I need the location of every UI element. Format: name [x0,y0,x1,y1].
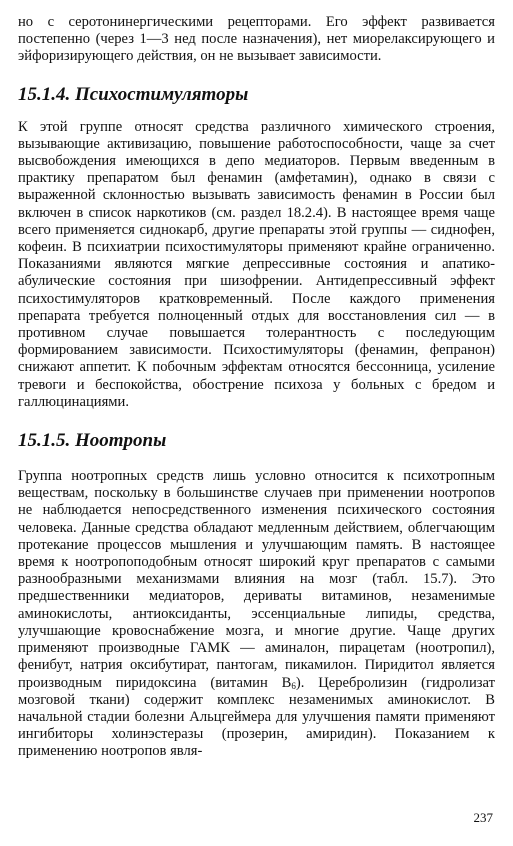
nootropics-text-part1: Группа ноотропных средств лишь условно относится к психотропным веществам, поскольку в большинстве случаев при применении ноотропов не наблюдается непосредственного изменения психического состояния человека. Данные средства обладают медленным действием, облегчающим протекание процессов мышления и улучшающим память. В настоящее время к ноотропоподобным относят широкий круг препаратов с самыми разнообразными механизмами влияния на мозг (табл. 15.7). Это предшественники медиаторов, дериваты витаминов, незаменимые аминокислоты, антиоксиданты, эссенциальные липиды, средства, улучшающие кровоснабжение мозга, и многие другие. Чаще других применяют производные ГАМК — аминалон, пирацетам (ноотропил), фенибут, натрия оксибутират, пантогам, пикамилон. Пиридитол является производным пиридоксина (витамин B [18,468,495,691]
page-number: 237 [473,810,493,825]
psychostimulants-paragraph: К этой группе относят средства различного химического строения, вызывающие активизацию, повышение работоспособности, чаще за счет высвобождения имеющихся в депо медиаторов. Первым введенным в практику препаратом был фенамин (амфетамин), однако в связи с выраженной склонностью вызывать зависимость фенамин в России был включен в список наркотиков (см. раздел 18.2.4). В настоящее время чаще всего применяется сиднокарб, другие препараты этой группы — сиднофен, кофеин. В психиатрии психостимуляторы применяют крайне ограниченно. Показаниями являются мягкие депрессивные состояния и апатико-абулические состояния при шизофрении. Антидепрессивный эффект психостимуляторов кратковременный. После каждого применения препарата требуется полноценный отдых для восстановления сил — в противном случае повышается толерантность с последующим формированием зависимости. Психостимуляторы (фенамин, фепранон) снижают аппетит. К побочным эффектам относятся бессонница, усиление тревоги и беспокойства, обострение психоза у больных с бредом и галлюцинациями. [18,118,495,410]
nootropics-text-part2: ). Церебролизин (гидролизат мозговой ткани) содержит комплекс незаменимых аминокислот. В начальной стадии болезни Альцгеймера для улучшения памяти применяют ингибиторы холинэстеразы (прозерин, амиридин). Показанием к применению ноотропов явля- [18,674,495,760]
section-heading-psychostimulants: 15.1.4. Психостимуляторы [18,83,249,105]
section-heading-nootropics: 15.1.5. Ноотропы [18,430,167,452]
nootropics-paragraph [18,468,495,760]
vitamin-subscript: 6 [291,680,296,691]
intro-paragraph: но с серотонинергическими рецепторами. Его эффект развивается постепенно (через 1—3 нед после назначения), нет миорелаксирующего и эйфоризирующего действия, он не вызывает зависимости. [18,14,495,65]
document-page [18,14,495,761]
